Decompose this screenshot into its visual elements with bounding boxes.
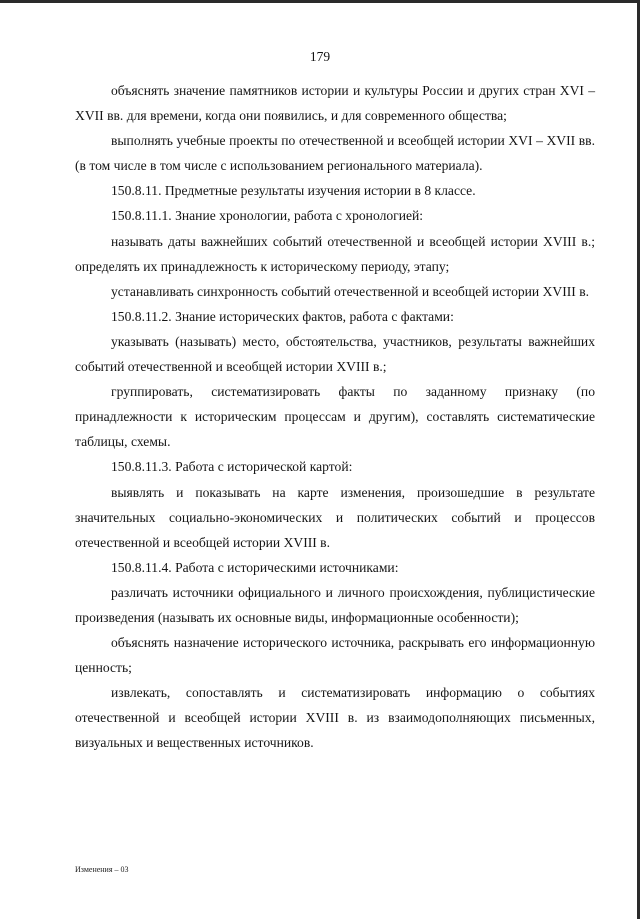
paragraph: устанавливать синхронность событий отечественной и всеобщей истории XVIII в. bbox=[111, 283, 590, 299]
subsection-heading: 150.8.11.2. Знание исторических фактов, работа с фактами: bbox=[111, 308, 454, 324]
paragraph: объяснять назначение исторического источника, раскрывать его информационную ценность; bbox=[75, 635, 595, 676]
paragraph: группировать, систематизировать факты по заданному признаку (по принадлежности к историческим процессам и другим), составлять систематические таблицы, схемы. bbox=[75, 384, 595, 450]
paragraph: извлекать, сопоставлять и систематизировать информацию о событиях отечественной и всеобщей истории XVIII в. из взаимодополняющих письменных, визуальных и вещественных источников. bbox=[75, 685, 595, 751]
subsection-heading: 150.8.11.1. Знание хронологии, работа с хронологией: bbox=[111, 208, 424, 224]
paragraph: указывать (называть) место, обстоятельства, участников, результаты важнейших событий отечественной и всеобщей истории XVIII в.; bbox=[75, 333, 595, 375]
section-heading: 150.8.11. Предметные результаты изучения истории в 8 классе. bbox=[111, 183, 476, 199]
scan-border-top bbox=[0, 0, 640, 3]
paragraph: выявлять и показывать на карте изменения, произошедшие в результате значительных социально-экономических и политических событий и процессов отечественной и всеобщей истории XVIII в. bbox=[75, 484, 595, 550]
subsection-heading: 150.8.11.4. Работа с историческими источниками: bbox=[111, 559, 399, 575]
page-number: 179 bbox=[309, 49, 331, 64]
subsection-heading: 150.8.11.3. Работа с исторической картой: bbox=[111, 459, 353, 475]
paragraph: различать источники официального и личного происхождения, публицистические произведения (называть их основные виды, информационные особенности); bbox=[75, 584, 595, 625]
footer-revision-note: Изменения – 03 bbox=[75, 865, 129, 874]
document-body bbox=[75, 78, 595, 756]
paragraph: называть даты важнейших событий отечественной и всеобщей истории XVIII в.; определять их принадлежность к историческому периоду, этапу; bbox=[75, 233, 595, 274]
paragraph: выполнять учебные проекты по отечественной и всеобщей истории XVI – XVII вв. (в том числе в том числе с использованием регионального материала). bbox=[75, 133, 595, 174]
paragraph: объяснять значение памятников истории и культуры России и других стран XVI – XVII вв. для времени, когда они появились, и для современного общества; bbox=[75, 83, 595, 124]
